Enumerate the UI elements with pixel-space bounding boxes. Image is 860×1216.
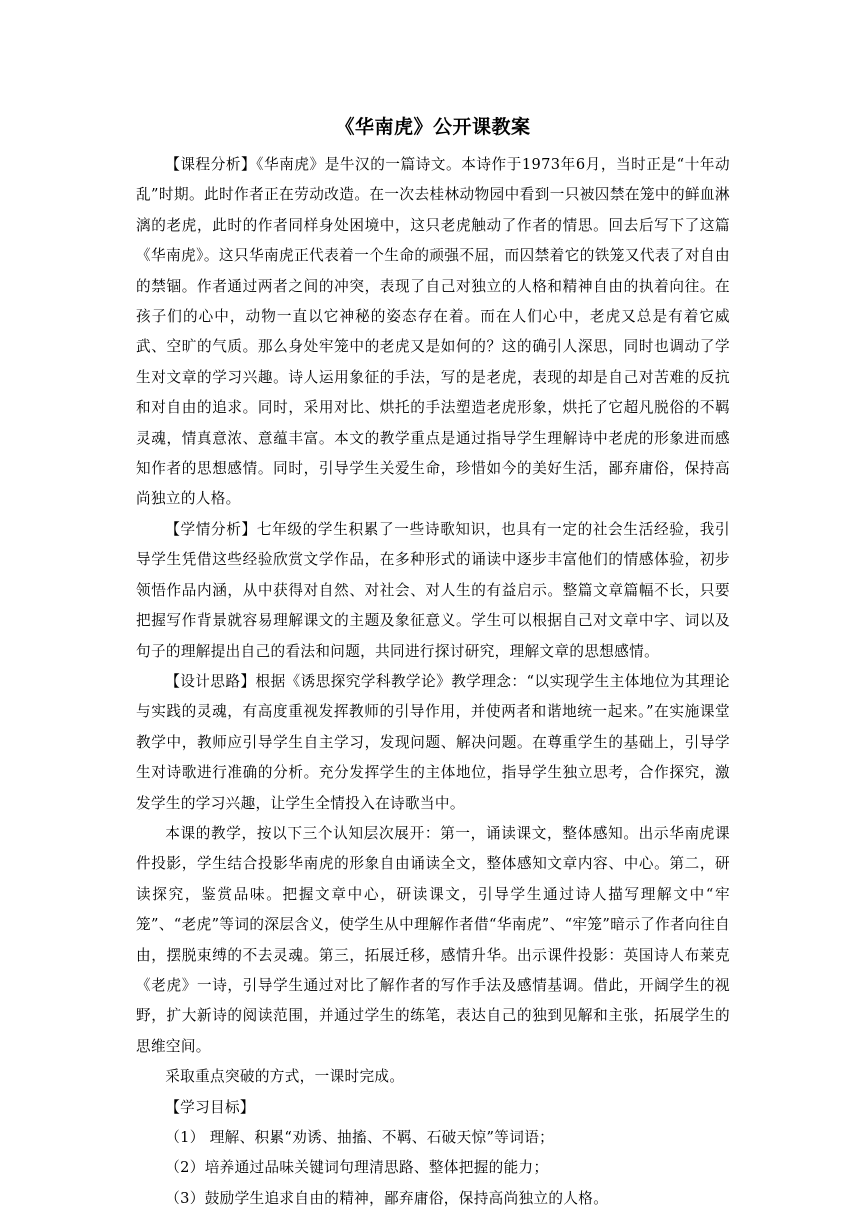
paragraph-teaching-structure: 本课的教学，按以下三个认知层次展开：第一，诵读课文，整体感知。出示华南虎课件投影，学生结合投影华南虎的形象自由诵读全文，整体感知文章内容、中心。第二，研读探究，鉴赏品味。把握文章中心，研读课文，引导学生通过诗人描写理解文中“牢笼”、“老虎”等词的深层含义，使学生从中理解作者借“华南虎”、“牢笼”暗示了作者向往自由，摆脱束缚的不去灵魂。第三，拓展迁移，感情升华。出示课件投影：英国诗人布莱克《老虎》一诗，引导学生通过对比了解作者的写作手法及感情基调。借此，开阔学生的视野，扩大新诗的阅读范围，并通过学生的练笔，表达自己的独到见解和主张，拓展学生的思维空间。	[136, 824, 730, 1055]
closing-line: 采取重点突破的方式，一课时完成。	[165, 1068, 405, 1086]
paragraph-course-analysis: 【课程分析】《华南虎》是牛汉的一篇诗文。本诗作于1973年6月，当时正是“十年动乱”时期。此时作者正在劳动改造。在一次去桂林动物园中看到一只被囚禁在笼中的鲜血淋漓的老虎，此时的作者同样身处困境中，这只老虎触动了作者的情思。回去后写下了这篇《华南虎》。这只华南虎正代表着一个生命的顽强不屈，而囚禁着它的铁笼又代表了对自由的禁锢。作者通过两者之间的冲突，表现了自己对独立的人格和精神自由的执着向往。在孩子们的心中，动物一直以它神秘的姿态存在着。而在人们心中，老虎又总是有着它威武、空旷的气质。那么身处牢笼中的老虎又是如何的？这的确引人深思，同时也调动了学生对文章的学习兴趣。诗人运用象征的手法，写的是老虎，表现的却是自己对苦难的反抗和对自由的追求。同时，采用对比、烘托的手法塑造老虎形象，烘托了它超凡脱俗的不羁灵魂，情真意浓、意蕴丰富。本文的教学重点是通过指导学生理解诗中老虎的形象进而感知作者的思想感情。同时，引导学生关爱生命，珍惜如今的美好生活，鄙弃庸俗，保持高尚独立的人格。	[136, 156, 730, 508]
objective-item-2: （2）培养通过品味关键词句理清思路、整体把握的能力；	[165, 1159, 549, 1177]
objective-item-1: （1） 理解、积累“劝诱、抽搐、不羁、石破天惊”等词语；	[165, 1129, 555, 1146]
paragraph-student-analysis: 【学情分析】七年级的学生积累了一些诗歌知识，也具有一定的社会生活经验，我引导学生凭借这些经验欣赏文学作品，在多种形式的诵读中逐步丰富他们的情感体验，初步领悟作品内涵，从中获得对自然、对社会、对人生的有益启示。整篇文章篇幅不长，只要把握写作背景就容易理解课文的主题及象征意义。学生可以根据自己对文章中字、词以及句子的理解提出自己的看法和问题，共同进行探讨研究，理解文章的思想感情。	[136, 520, 730, 660]
document-title: 《华南虎》公开课教案	[335, 116, 531, 138]
document-page	[136, 112, 730, 1214]
objectives-heading: 【学习目标】	[165, 1098, 255, 1116]
objective-item-3: （3）鼓励学生追求自由的精神，鄙弃庸俗，保持高尚独立的人格。	[165, 1189, 609, 1207]
paragraph-design-idea: 【设计思路】根据《诱思探究学科教学论》教学理念：“以实现学生主体地位为其理论与实践的灵魂，有高度重视发挥教师的引导作用，并使两者和谐地统一起来。”在实施课堂教学中，教师应引导学生自主学习，发现问题、解决问题。在尊重学生的基础上，引导学生对诗歌进行准确的分析。充分发挥学生的主体地位，指导学生独立思考，合作探究，激发学生的学习兴趣，让学生全情投入在诗歌当中。	[136, 672, 730, 812]
